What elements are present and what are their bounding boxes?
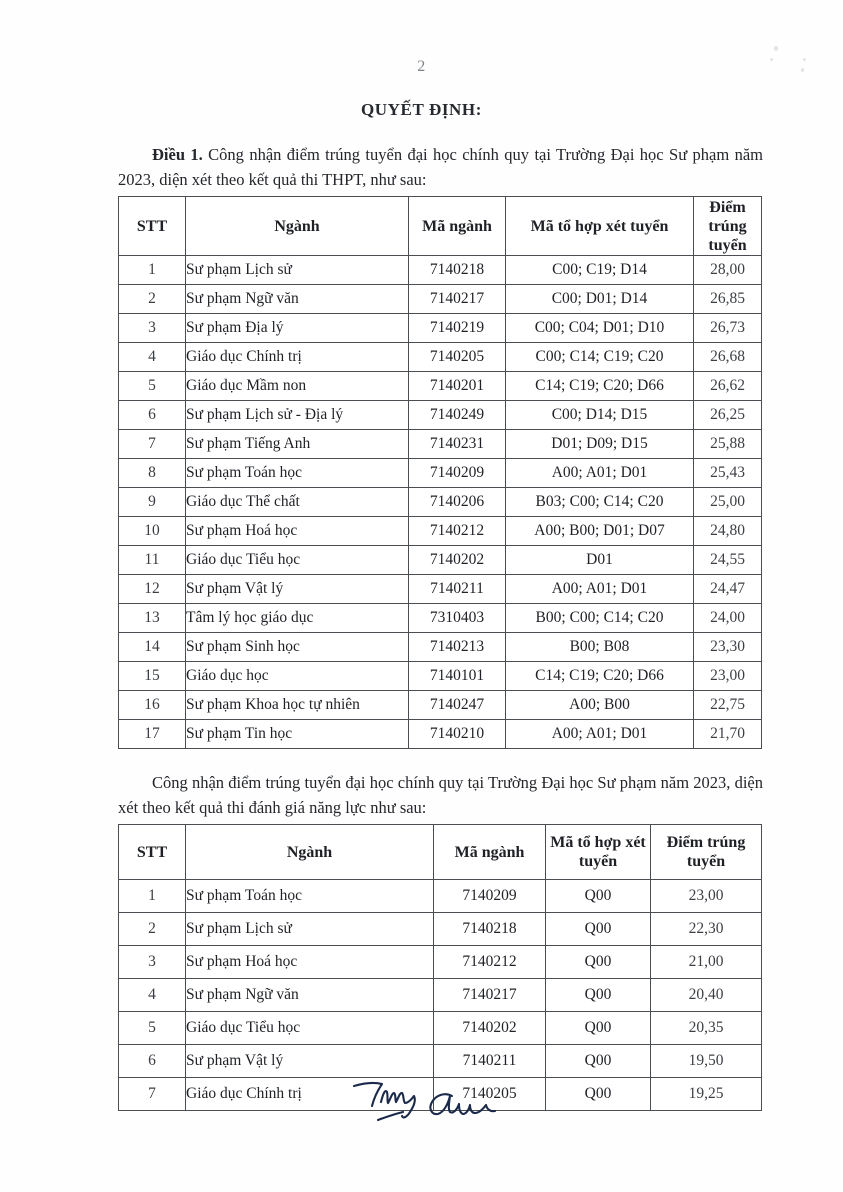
table-row xyxy=(119,946,762,979)
article-1-label: Điều 1. xyxy=(152,145,203,164)
cell-ma-nganh: 7140212 xyxy=(409,517,506,546)
cell-diem-trung-tuyen: 24,55 xyxy=(694,546,762,575)
cell-ma-nganh: 7140205 xyxy=(434,1078,546,1111)
cell-diem-trung-tuyen: 26,85 xyxy=(694,285,762,314)
cell-diem-trung-tuyen: 28,00 xyxy=(694,256,762,285)
cell-ma-nganh: 7140101 xyxy=(409,662,506,691)
cell-stt: 3 xyxy=(119,314,186,343)
cell-diem-trung-tuyen: 19,50 xyxy=(651,1045,762,1078)
table-row xyxy=(119,517,762,546)
cell-nganh: Sư phạm Sinh học xyxy=(186,633,409,662)
scan-speck xyxy=(770,58,773,61)
cell-nganh: Giáo dục Thể chất xyxy=(186,488,409,517)
cell-nganh: Sư phạm Vật lý xyxy=(186,575,409,604)
cell-stt: 7 xyxy=(119,430,186,459)
cell-stt: 10 xyxy=(119,517,186,546)
cell-diem-trung-tuyen: 24,47 xyxy=(694,575,762,604)
cell-nganh: Sư phạm Vật lý xyxy=(186,1045,434,1078)
cell-diem-trung-tuyen: 21,70 xyxy=(694,720,762,749)
cell-diem-trung-tuyen: 21,00 xyxy=(651,946,762,979)
table-row xyxy=(119,546,762,575)
table-row xyxy=(119,256,762,285)
table-row xyxy=(119,1045,762,1078)
cell-ma-nganh: 7140218 xyxy=(434,913,546,946)
cell-nganh: Sư phạm Hoá học xyxy=(186,517,409,546)
cell-stt: 5 xyxy=(119,372,186,401)
table-row xyxy=(119,575,762,604)
column-header-diem-trung-tuyen: Điểm trúng tuyển xyxy=(694,197,762,256)
cell-stt: 15 xyxy=(119,662,186,691)
article-1-text: Công nhận điểm trúng tuyển đại học chính quy tại Trường Đại học Sư phạm năm 2023, diện xét theo kết quả thi THPT, như sau: xyxy=(118,145,764,189)
cell-ma-to-hop: C14; C19; C20; D66 xyxy=(506,372,694,401)
cell-ma-to-hop: Q00 xyxy=(546,946,651,979)
cell-ma-to-hop: C00; D01; D14 xyxy=(506,285,694,314)
dgnl-admission-table xyxy=(118,824,762,1111)
table-row xyxy=(119,430,762,459)
table-row xyxy=(119,633,762,662)
cell-stt: 2 xyxy=(119,285,186,314)
cell-ma-to-hop: Q00 xyxy=(546,880,651,913)
cell-ma-nganh: 7140219 xyxy=(409,314,506,343)
cell-ma-to-hop: A00; A01; D01 xyxy=(506,575,694,604)
cell-nganh: Sư phạm Lịch sử - Địa lý xyxy=(186,401,409,430)
cell-diem-trung-tuyen: 20,40 xyxy=(651,979,762,1012)
cell-nganh: Giáo dục học xyxy=(186,662,409,691)
column-header-diem-trung-tuyen: Điểm trúng tuyển xyxy=(651,825,762,880)
cell-ma-nganh: 7140202 xyxy=(434,1012,546,1045)
scan-speck xyxy=(774,46,778,51)
cell-ma-to-hop: A00; A01; D01 xyxy=(506,720,694,749)
cell-ma-nganh: 7140217 xyxy=(434,979,546,1012)
table-row xyxy=(119,1078,762,1111)
cell-stt: 4 xyxy=(119,979,186,1012)
cell-nganh: Sư phạm Tiếng Anh xyxy=(186,430,409,459)
cell-ma-to-hop: Q00 xyxy=(546,1078,651,1111)
cell-ma-nganh: 7140209 xyxy=(434,880,546,913)
column-header-stt: STT xyxy=(119,197,186,256)
cell-ma-to-hop: C00; C19; D14 xyxy=(506,256,694,285)
cell-stt: 1 xyxy=(119,880,186,913)
table-row xyxy=(119,662,762,691)
column-header-ma-nganh: Mã ngành xyxy=(409,197,506,256)
cell-nganh: Giáo dục Mầm non xyxy=(186,372,409,401)
dgnl-paragraph xyxy=(118,770,763,820)
cell-ma-nganh: 7140206 xyxy=(409,488,506,517)
cell-ma-to-hop: A00; B00 xyxy=(506,691,694,720)
cell-stt: 16 xyxy=(119,691,186,720)
cell-diem-trung-tuyen: 26,68 xyxy=(694,343,762,372)
cell-ma-to-hop: C00; C04; D01; D10 xyxy=(506,314,694,343)
cell-nganh: Sư phạm Lịch sử xyxy=(186,256,409,285)
cell-diem-trung-tuyen: 23,30 xyxy=(694,633,762,662)
table-row xyxy=(119,604,762,633)
cell-ma-to-hop: B00; B08 xyxy=(506,633,694,662)
cell-ma-to-hop: B00; C00; C14; C20 xyxy=(506,604,694,633)
thpt-admission-table xyxy=(118,196,762,749)
table-row xyxy=(119,880,762,913)
table-row xyxy=(119,372,762,401)
cell-ma-to-hop: Q00 xyxy=(546,1045,651,1078)
cell-ma-nganh: 7140202 xyxy=(409,546,506,575)
cell-nganh: Giáo dục Tiểu học xyxy=(186,1012,434,1045)
cell-ma-nganh: 7140231 xyxy=(409,430,506,459)
cell-nganh: Sư phạm Lịch sử xyxy=(186,913,434,946)
cell-diem-trung-tuyen: 25,00 xyxy=(694,488,762,517)
table-row xyxy=(119,488,762,517)
cell-ma-nganh: 7140218 xyxy=(409,256,506,285)
table-row xyxy=(119,459,762,488)
table-header-row xyxy=(119,825,762,880)
cell-stt: 17 xyxy=(119,720,186,749)
cell-ma-nganh: 7140210 xyxy=(409,720,506,749)
column-header-ma-to-hop: Mã tổ hợp xét tuyển xyxy=(546,825,651,880)
cell-ma-nganh: 7140201 xyxy=(409,372,506,401)
cell-ma-nganh: 7140205 xyxy=(409,343,506,372)
cell-nganh: Sư phạm Khoa học tự nhiên xyxy=(186,691,409,720)
cell-nganh: Sư phạm Ngữ văn xyxy=(186,285,409,314)
cell-ma-nganh: 7140209 xyxy=(409,459,506,488)
scan-speck xyxy=(801,68,804,72)
cell-stt: 8 xyxy=(119,459,186,488)
cell-ma-nganh: 7140211 xyxy=(434,1045,546,1078)
cell-ma-nganh: 7310403 xyxy=(409,604,506,633)
cell-ma-to-hop: B03; C00; C14; C20 xyxy=(506,488,694,517)
cell-ma-to-hop: A00; B00; D01; D07 xyxy=(506,517,694,546)
cell-diem-trung-tuyen: 19,25 xyxy=(651,1078,762,1111)
cell-stt: 12 xyxy=(119,575,186,604)
cell-nganh: Giáo dục Chính trị xyxy=(186,1078,434,1111)
table-row xyxy=(119,285,762,314)
cell-ma-nganh: 7140213 xyxy=(409,633,506,662)
dgnl-text: Công nhận điểm trúng tuyển đại học chính quy tại Trường Đại học Sư phạm năm 2023, diện xét theo kết quả thi đánh giá năng lực như sau: xyxy=(118,773,763,817)
cell-ma-to-hop: Q00 xyxy=(546,979,651,1012)
cell-ma-nganh: 7140247 xyxy=(409,691,506,720)
cell-stt: 6 xyxy=(119,1045,186,1078)
cell-stt: 4 xyxy=(119,343,186,372)
cell-ma-to-hop: C00; C14; C19; C20 xyxy=(506,343,694,372)
column-header-ma-nganh: Mã ngành xyxy=(434,825,546,880)
table-row xyxy=(119,691,762,720)
cell-ma-nganh: 7140217 xyxy=(409,285,506,314)
cell-ma-to-hop: A00; A01; D01 xyxy=(506,459,694,488)
cell-diem-trung-tuyen: 22,30 xyxy=(651,913,762,946)
page-number: 2 xyxy=(417,58,426,75)
cell-nganh: Sư phạm Địa lý xyxy=(186,314,409,343)
cell-diem-trung-tuyen: 26,73 xyxy=(694,314,762,343)
cell-ma-nganh: 7140249 xyxy=(409,401,506,430)
cell-nganh: Tâm lý học giáo dục xyxy=(186,604,409,633)
cell-ma-to-hop: D01 xyxy=(506,546,694,575)
table-row xyxy=(119,720,762,749)
cell-stt: 1 xyxy=(119,256,186,285)
cell-diem-trung-tuyen: 24,00 xyxy=(694,604,762,633)
cell-nganh: Sư phạm Ngữ văn xyxy=(186,979,434,1012)
cell-diem-trung-tuyen: 22,75 xyxy=(694,691,762,720)
cell-ma-to-hop: D01; D09; D15 xyxy=(506,430,694,459)
cell-nganh: Sư phạm Hoá học xyxy=(186,946,434,979)
cell-diem-trung-tuyen: 23,00 xyxy=(651,880,762,913)
cell-nganh: Sư phạm Toán học xyxy=(186,459,409,488)
table-row xyxy=(119,343,762,372)
cell-stt: 3 xyxy=(119,946,186,979)
page-title: QUYẾT ĐỊNH: xyxy=(360,100,483,119)
cell-ma-nganh: 7140212 xyxy=(434,946,546,979)
cell-diem-trung-tuyen: 24,80 xyxy=(694,517,762,546)
cell-nganh: Sư phạm Tin học xyxy=(186,720,409,749)
cell-ma-to-hop: C00; D14; D15 xyxy=(506,401,694,430)
table-row xyxy=(119,979,762,1012)
column-header-nganh: Ngành xyxy=(186,825,434,880)
column-header-ma-to-hop: Mã tổ hợp xét tuyển xyxy=(506,197,694,256)
column-header-nganh: Ngành xyxy=(186,197,409,256)
table-header-row xyxy=(119,197,762,256)
table-row xyxy=(119,913,762,946)
table-row xyxy=(119,1012,762,1045)
table-row xyxy=(119,314,762,343)
cell-stt: 6 xyxy=(119,401,186,430)
cell-stt: 14 xyxy=(119,633,186,662)
cell-stt: 5 xyxy=(119,1012,186,1045)
cell-nganh: Sư phạm Toán học xyxy=(186,880,434,913)
cell-diem-trung-tuyen: 26,25 xyxy=(694,401,762,430)
table-row xyxy=(119,401,762,430)
cell-stt: 9 xyxy=(119,488,186,517)
cell-diem-trung-tuyen: 25,43 xyxy=(694,459,762,488)
cell-stt: 7 xyxy=(119,1078,186,1111)
cell-diem-trung-tuyen: 26,62 xyxy=(694,372,762,401)
cell-ma-to-hop: C14; C19; C20; D66 xyxy=(506,662,694,691)
cell-diem-trung-tuyen: 20,35 xyxy=(651,1012,762,1045)
scan-speck xyxy=(803,58,806,61)
cell-diem-trung-tuyen: 23,00 xyxy=(694,662,762,691)
cell-ma-to-hop: Q00 xyxy=(546,913,651,946)
column-header-stt: STT xyxy=(119,825,186,880)
cell-diem-trung-tuyen: 25,88 xyxy=(694,430,762,459)
cell-stt: 2 xyxy=(119,913,186,946)
article-1-paragraph xyxy=(118,142,763,192)
cell-ma-to-hop: Q00 xyxy=(546,1012,651,1045)
cell-nganh: Giáo dục Tiểu học xyxy=(186,546,409,575)
cell-ma-nganh: 7140211 xyxy=(409,575,506,604)
cell-stt: 11 xyxy=(119,546,186,575)
cell-nganh: Giáo dục Chính trị xyxy=(186,343,409,372)
cell-stt: 13 xyxy=(119,604,186,633)
